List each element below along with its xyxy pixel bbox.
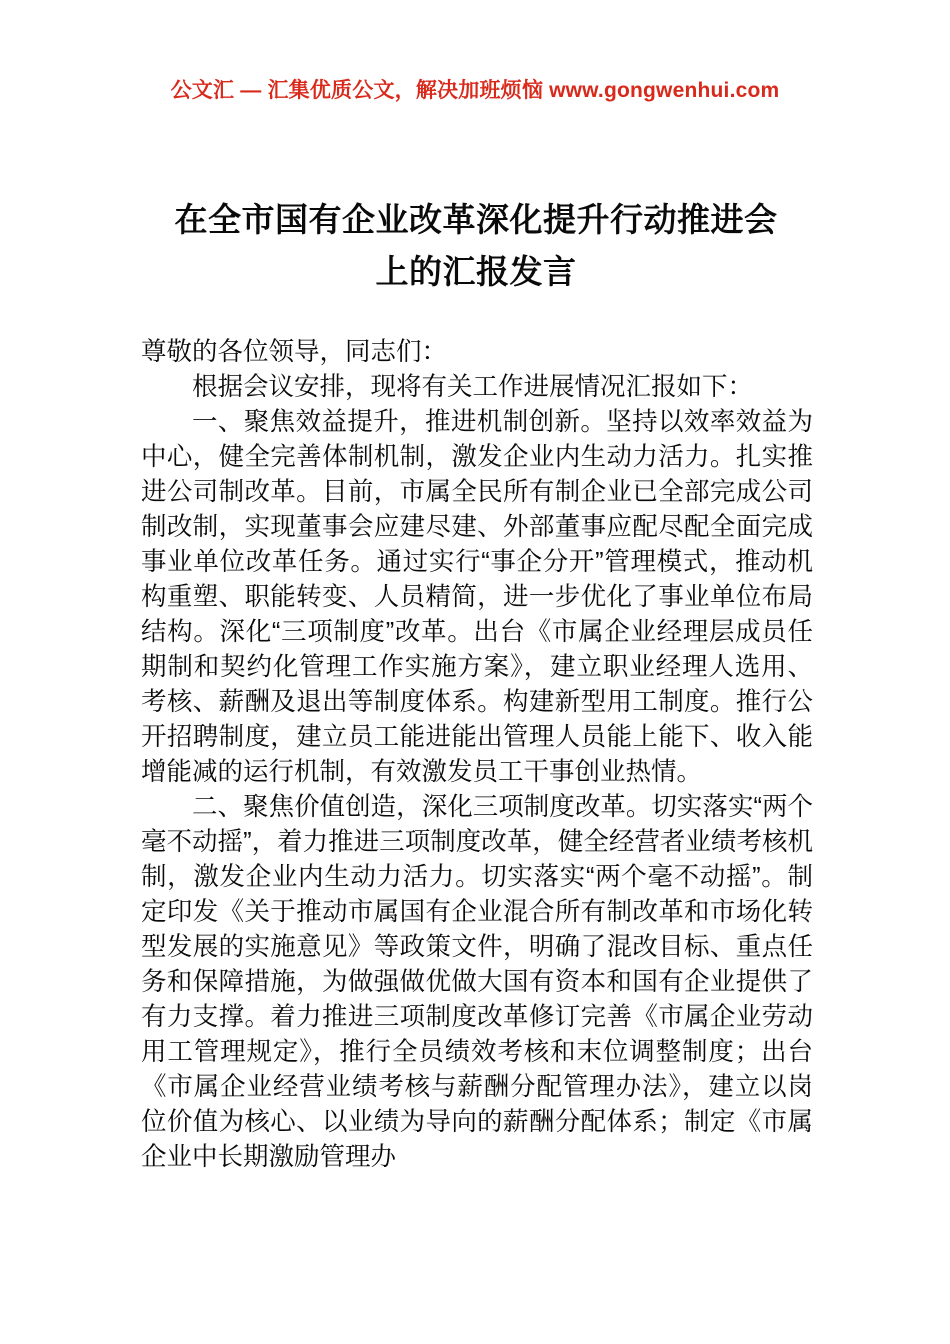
section-paragraph-1: 一、聚焦效益提升，推进机制创新。坚持以效率效益为中心，健全完善体制机制，激发企业内生动力活力。扎实推进公司制改革。目前，市属全民所有制企业已全部完成公司制改制，实现董事会应建尽建、外部董事应配尽配全面完成事业单位改革任务。通过实行“事企分开”管理模式，推动机构重塑、职能转变、人员精简，进一步优化了事业单位布局结构。深化“三项制度”改革。出台《市属企业经理层成员任期制和契约化管理工作实施方案》，建立职业经理人选用、考核、薪酬及退出等制度体系。构建新型用工制度。推行公开招聘制度，建立员工能进能出管理人员能上能下、收入能增能减的运行机制，有效激发员工干事创业热情。 <box>141 408 813 786</box>
page-title-line-2: 上的汇报发言 <box>375 253 577 291</box>
document-body <box>141 335 813 1175</box>
intro-paragraph: 根据会议安排，现将有关工作进展情况汇报如下： <box>192 373 754 401</box>
section-paragraph-2: 二、聚焦价值创造，深化三项制度改革。切实落实“两个毫不动摇”，着力推进三项制度改革，健全经营者业绩考核机制，激发企业内生动力活力。切实落实“两个毫不动摇”。制定印发《关于推动市属国有企业混合所有制改革和市场化转型发展的实施意见》等政策文件，明确了混改目标、重点任务和保障措施，为做强做优做大国有资本和国有企业提供了有力支撑。着力推进三项制度改革修订完善《市属企业劳动用工管理规定》，推行全员绩效考核和末位调整制度；出台《市属企业经营业绩考核与薪酬分配管理办法》，建立以岗位价值为核心、以业绩为导向的薪酬分配体系；制定《市属企业中长期激励管理办 <box>141 793 813 1171</box>
page-title <box>141 194 811 298</box>
document-body-clip <box>141 335 813 1344</box>
page-title-line-1: 在全市国有企业改革深化提升行动推进会 <box>174 201 778 239</box>
site-header-text: 公文汇 — 汇集优质公文，解决加班烦恼 www.gongwenhui.com <box>170 79 780 102</box>
salutation-paragraph: 尊敬的各位领导，同志们： <box>141 338 448 366</box>
site-watermark-header <box>0 78 950 103</box>
